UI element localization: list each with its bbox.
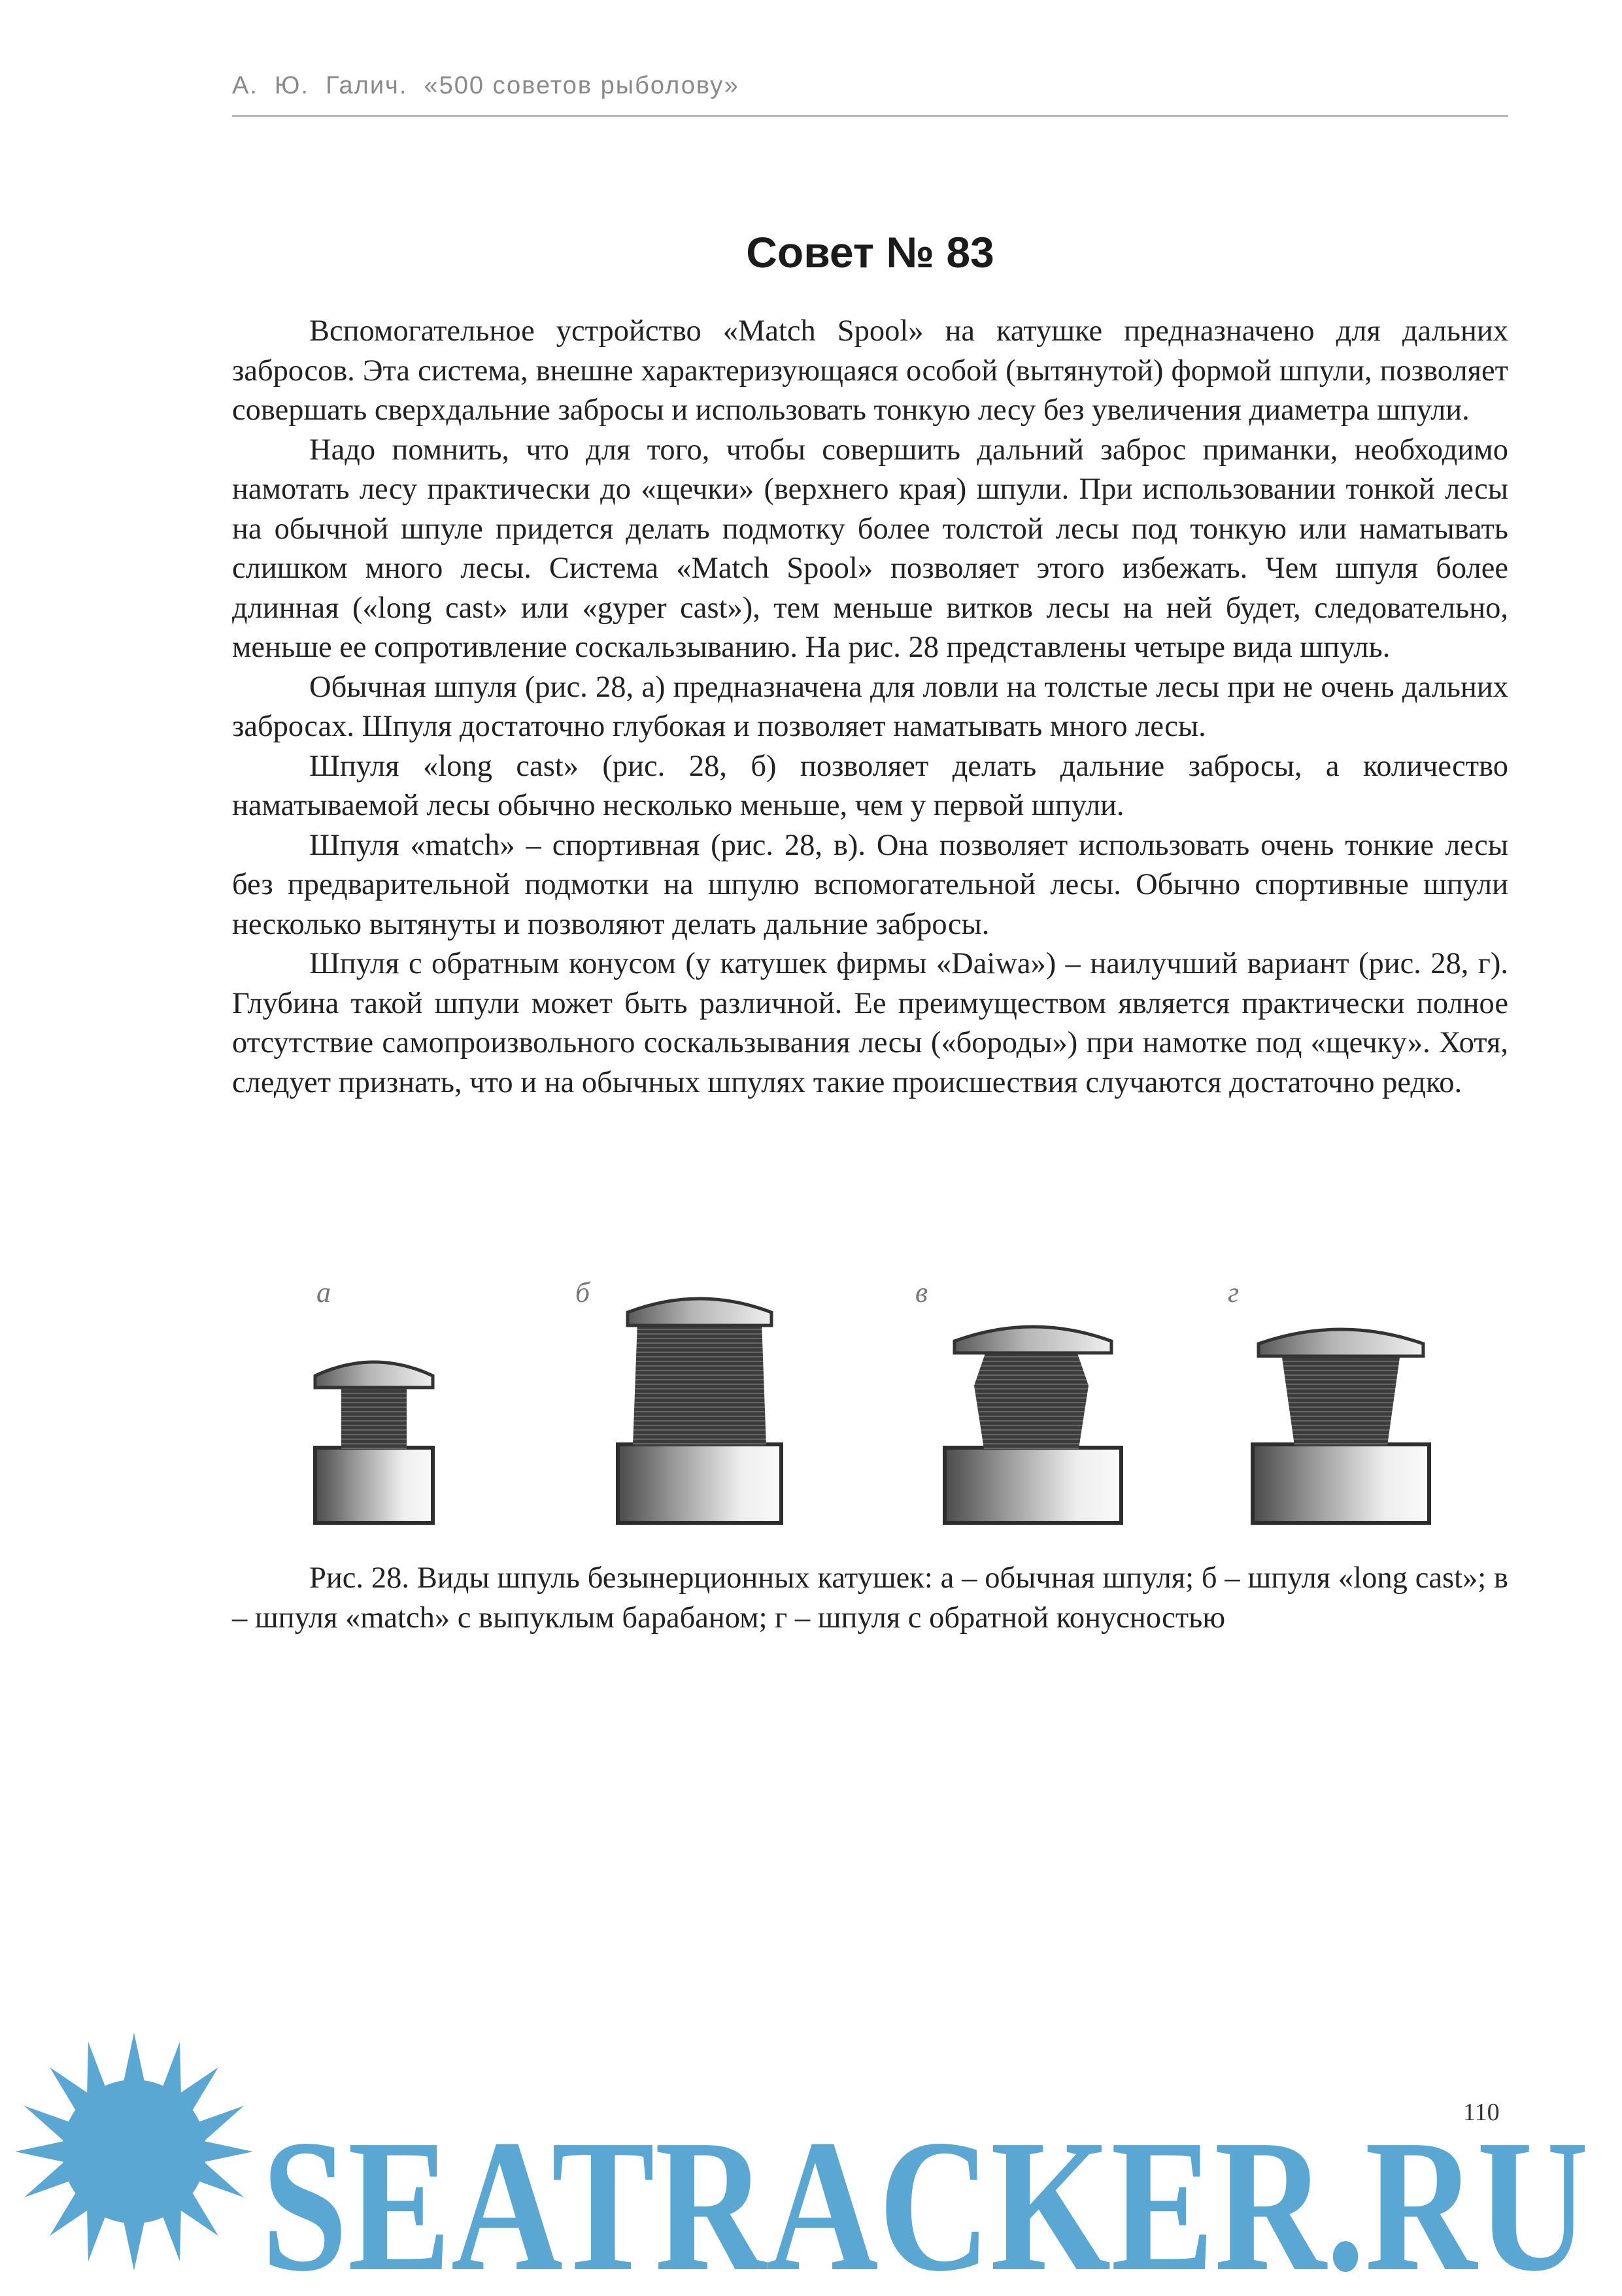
paragraph-1: Вспомогательное устройство «Match Spool» на катушке предназначено для дальних забросов. Эта система, внешне характеризующаяся особой (вытянутой) формой шпули, позволяет совершать сверхдальние забросы и использовать тонкую лесу без увеличения диаметра шпули. <box>232 314 1508 427</box>
header-rule <box>232 115 1508 117</box>
spool-a <box>315 1276 433 1523</box>
sun-logo-icon <box>15 2033 253 2271</box>
page-number: 110 <box>1463 2099 1500 2126</box>
watermark-text: SEATRACKER.RU <box>262 2101 1589 2293</box>
paragraph-4: Шпуля «long cast» (рис. 28, б) позволяет делать дальние забросы, а количество наматываемой лесы обычно несколько меньше, чем у первой шпули. <box>232 749 1508 822</box>
paragraph-2: Надо помнить, что для того, чтобы совершить дальний заброс приманки, необходимо намотать лесу практически до «щечки» (верхнего края) шпули. При использовании тонкой лесы на обычной шпуле придется делать подмотку более толстой лесы под тонкую или наматывать слишком много лесы. Система «Match Spool» позволяет этого избежать. Чем шпуля более длинная («long cast» или «gyper cast»), тем меньше витков лесы на ней будет, следовательно, меньше ее сопротивление соскальзыванию. На рис. 28 представлены четыре вида шпуль. <box>232 433 1508 664</box>
spool-a-label: а <box>316 1276 331 1308</box>
paragraph-6: Шпуля с обратным конусом (у катушек фирмы «Daiwa») – наилучший вариант (рис. 28, г). Глубина такой шпули может быть различной. Ее преимуществом является практически полное отсутствие самопроизвольного соскальзывания лесы («бороды») при намотке под «щечку». Хотя, следует признать, что и на обычных шпулях такие происшествия случаются достаточно редко. <box>232 947 1508 1099</box>
spool-b-label: б <box>575 1276 590 1308</box>
figure-caption: Рис. 28. Виды шпуль безынерционных катушек: а – обычная шпуля; б – шпуля «long cast»; в – шпуля «match» с выпуклым барабаном; г – шпуля с обратной конусностью <box>232 1561 1508 1635</box>
spool-b <box>575 1276 781 1523</box>
tip-title: Совет № 83 <box>746 228 994 276</box>
running-header: А. Ю. Галич. «500 советов рыболову» <box>232 72 739 99</box>
paragraph-3: Обычная шпуля (рис. 28, а) предназначена для ловли на толстые лесы при не очень дальних забросах. Шпуля достаточно глубокая и позволяет наматывать много лесы. <box>232 670 1508 743</box>
spool-v <box>915 1276 1121 1523</box>
spool-g <box>1228 1276 1429 1523</box>
article-body <box>232 312 1508 1103</box>
spool-g-label: г <box>1228 1276 1240 1308</box>
watermark <box>0 2013 1622 2293</box>
spool-figure <box>301 1261 1491 1536</box>
paragraph-5: Шпуля «match» – спортивная (рис. 28, в). Она позволяет использовать очень тонкие лесы без предварительной подмотки на шпулю вспомогательной лесы. Обычно спортивные шпули несколько вытянуты и позволяют делать дальние забросы. <box>232 828 1508 941</box>
spool-v-label: в <box>915 1276 928 1308</box>
